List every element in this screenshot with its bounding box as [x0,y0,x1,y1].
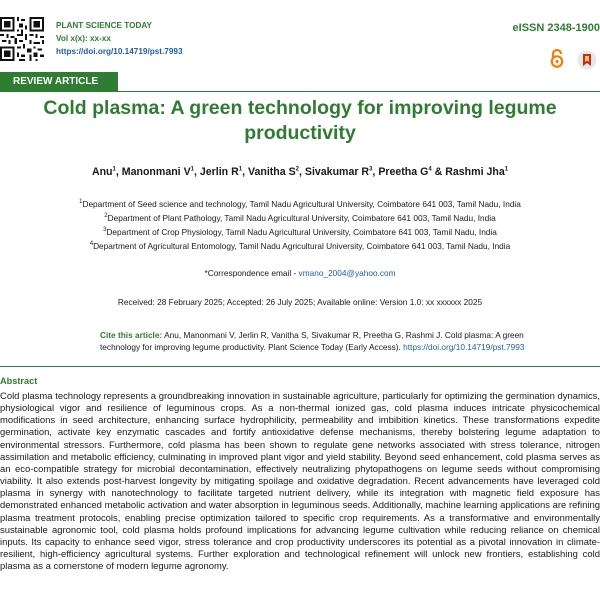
section-divider [0,366,600,367]
affiliation-line: $^4$Department of Agricultural Entomology, Tamil Nadu Agricultural University, Coimbatore 641 003, Tamil Nadu, India [89,241,511,251]
author-name: Rashmi Jha [445,166,505,178]
header-doi-link[interactable]: https://doi.org/10.14719/pst.7993 [56,47,183,56]
affiliation-mark: 3 [103,227,107,234]
open-access-icon[interactable] [550,49,564,68]
author-list: Anu$^1$, Manonmani $V^1$, Jerlin $R^1$, Vanitha $S^2$, Sivakumar $R^3$, Preetha $G^4$ & Rashmi Jha$^1$ [91,166,509,178]
header-divider [118,91,600,92]
author-name: Manonmani V [121,166,191,178]
correspondence-email[interactable]: vmano_2004@yahoo.com [298,268,396,278]
affiliation-mark: 1 [79,199,83,206]
author-name: Preetha G [378,166,429,178]
author-name: Sivakumar R [304,166,370,178]
author-name: Vanitha S [247,166,296,178]
correspondence-label: *Correspondence email - [204,268,299,278]
author-affiliation-mark: 4 [428,166,432,173]
abstract-heading: Abstract [0,376,38,386]
affiliations [0,197,600,253]
journal-volume: Vol x(x): xx-xx [56,34,111,43]
author-affiliation-mark: 1 [238,166,243,173]
article-title: Cold plasma: A green technology for improving legume productivity [43,97,557,144]
author-affiliation-mark: 1 [112,166,116,173]
affiliation-mark: 2 [104,213,108,220]
journal-name: PLANT SCIENCE TODAY [56,21,152,30]
affiliation-line: $^3$Department of Crop Physiology, Tamil Nadu Agricultural University, Coimbatore 641 003, Tamil Nadu, India [103,227,497,237]
author-affiliation-mark: 3 [369,166,373,173]
journal-info [56,19,183,58]
author-affiliation-mark: 2 [295,166,299,173]
author-name: Anu [91,166,113,178]
author-affiliation-mark: 1 [190,166,194,173]
abstract-text: Cold plasma technology represents a groundbreaking innovation in sustainable agriculture, particularly for optimizing the germination dynamics, physiological vigor and resilience of leguminous crops. As a non-thermal ionized gas, cold plasma induces intricate physicochemical modifications in seed architecture, enhancing surface hydrophilicity, permeability and imbibition kinetics. These transformations expedite germination, activate key enzymatic cascades and fortify antioxidative defense mechanisms, thereby bolstering legume adaptation to environmental stressors. Furthermore, cold plasma has been shown to regulate gene networks associated with stress tolerance, nitrogen assimilation and metabolic efficiency, culminating in improved plant vigor and yield stability. Beyond seed enhancement, cold plasma serves as an eco-compatible strategy for microbial decontamination, effectively neutralizing phytopathogens on legume seeds without compromising viability. It also extends post-harvest longevity by mitigating spoilage and oxidative degradation. Recent advancements have leveraged cold plasma in synergy with nanotechnology to facilitate targeted nutrient delivery, while its integration with magnetic field exposure has demonstrated enhanced metabolic activation and water absorption in leguminous seeds. Additionally, machine learning applications are refining plasma treatment protocols, enabling precise optimization tailored to specific crop requirements. As a transformative and environmentally sustainable agronomic tool, cold plasma holds profound implications for advancing legume cultivation while reducing reliance on chemical inputs. Its capacity to enhance seed vigor, stress tolerance and crop productivity underscores its potential as a pivotal innovation in climate-resilient, high-efficiency agricultural systems. Further exploration and technological refinement will unlock new frontiers, establishing cold plasma as a cornerstone of modern legume agronomy. [0,391,600,573]
received-dates: Received: 28 February 2025; Accepted: 26 July 2025; Available online: Version 1.0: xx xxxxxx 2025 [117,297,483,307]
correspondence [0,268,600,278]
creative-commons-icon[interactable] [577,50,597,70]
cite-text: Anu, Manonmani V, Jerlin R, Vanitha S, Sivakumar R, Preetha G, Rashmi J. Cold plasma: A green technology for improving legume productivity. Plant Science Today (Early Access). [100,330,524,352]
author-affiliation-mark: 1 [504,166,509,173]
affiliation-line: $^2$Department of Plant Pathology, Tamil Nadu Agricultural University, Coimbatore 641 003, Tamil Nadu, India [104,213,496,223]
affiliation-mark: 4 [89,241,94,248]
citation-block [100,329,555,353]
affiliation-line: $^1$Department of Seed science and technology, Tamil Nadu Agricultural University, Coimbatore 641 003, Tamil Nadu, India [79,199,521,209]
author-name: Jerlin R [199,166,239,178]
article-type-badge: REVIEW ARTICLE [0,72,118,92]
qr-code-icon [0,17,44,61]
cite-label: Cite this article: [100,330,163,340]
eissn-label: eISSN 2348-1900 [512,22,600,34]
cite-doi-link[interactable]: https://doi.org/10.14719/pst.7993 [403,342,525,352]
